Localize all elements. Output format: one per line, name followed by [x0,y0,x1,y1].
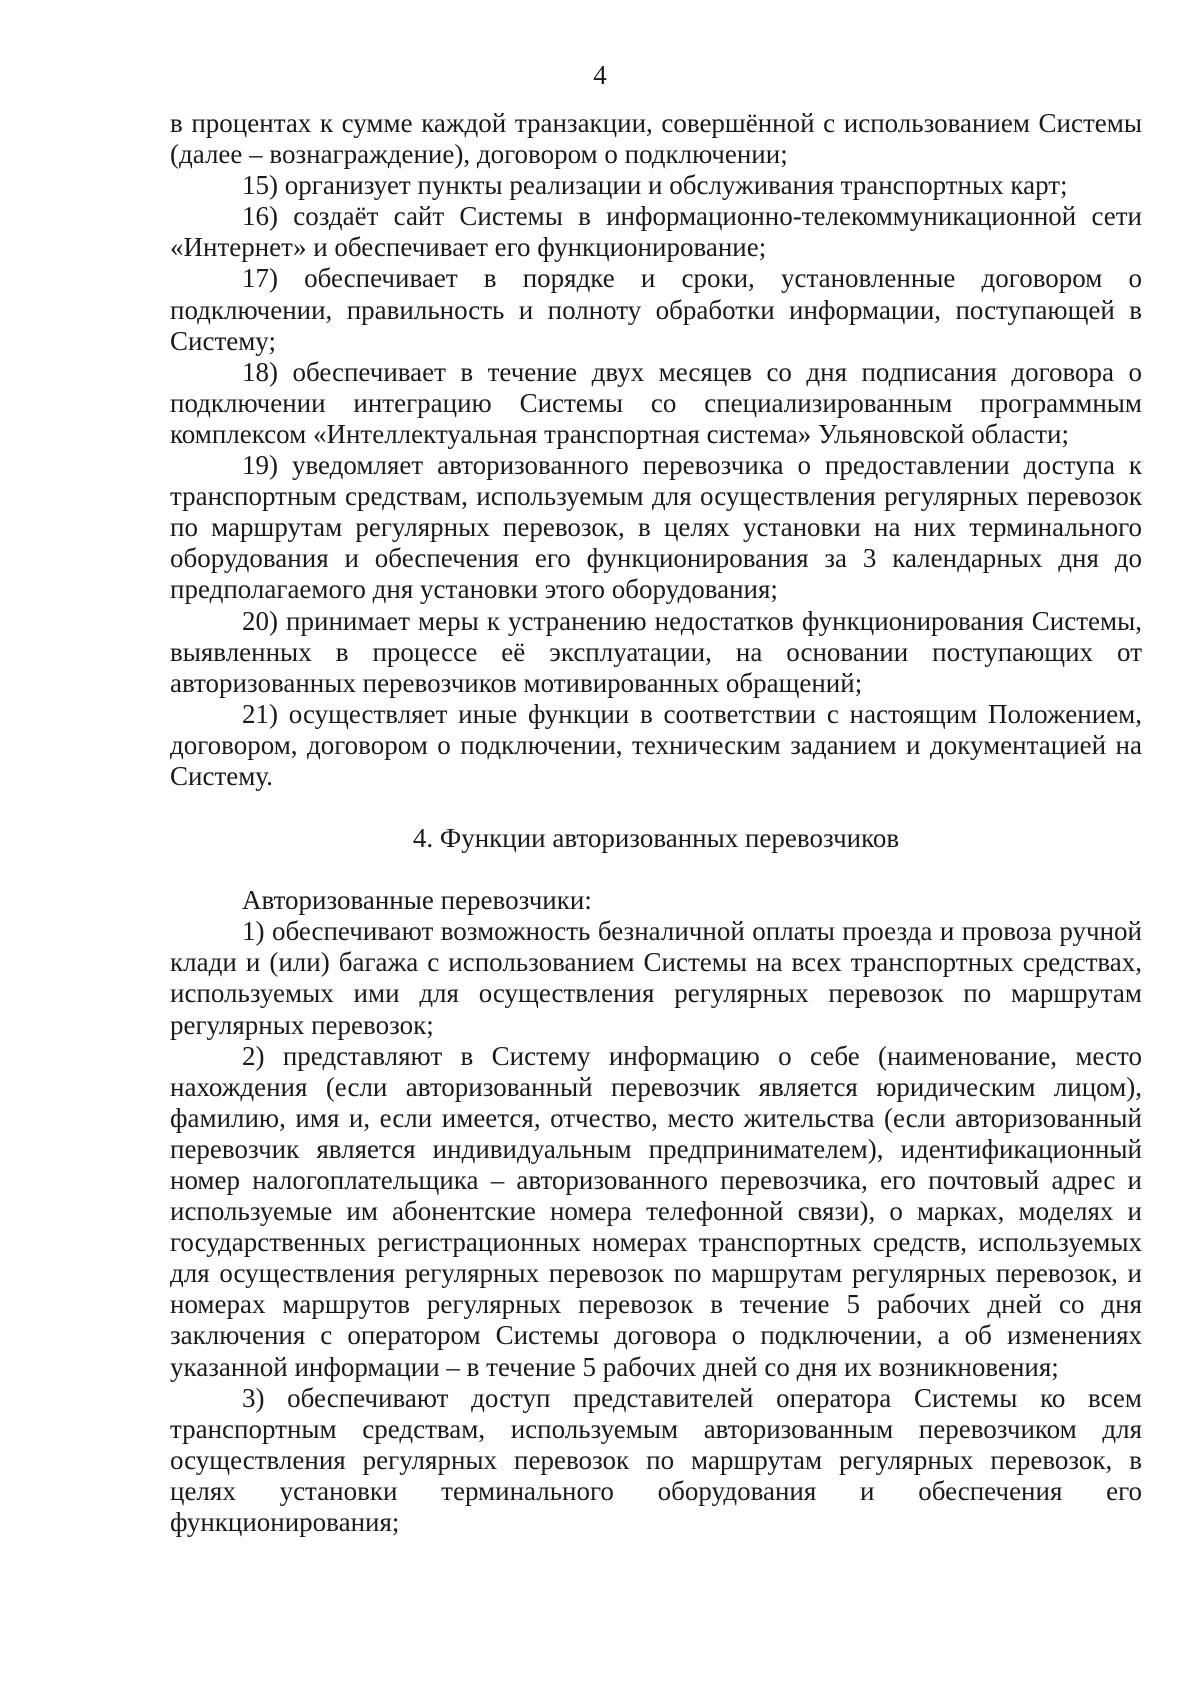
list-item-3: 3) обеспечивают доступ представителей оператора Системы ко всем транспортным средствам, используемым авторизованным перевозчиком для осуществления регулярных перевозок по маршрутам регулярных перевозок, в целях установки терминального оборудования и обеспечения его функционирования; [170,1382,1142,1538]
list-item-15: 15) организует пункты реализации и обслуживания транспортных карт; [242,170,1068,201]
list-item-20: 20) принимает меры к устранению недостатков функционирования Системы, выявленных в процессе её эксплуатации, на основании поступающих от авторизованных перевозчиков мотивированных обращений; [170,605,1142,698]
paragraph-continuation: в процентах к сумме каждой транзакции, совершённой с использованием Системы (далее – вознаграждение), договором о подключении; [170,108,1142,170]
list-item-16: 16) создаёт сайт Системы в информационно-телекоммуникационной сети «Интернет» и обеспечивает его функционирование; [170,201,1142,263]
document-body [170,108,1142,1538]
list-item-2: 2) представляют в Систему информацию о себе (наименование, место нахождения (если авторизованный перевозчик является юридическим лицом), фамилию, имя и, если имеется, отчество, место жительства (если авторизованный перевозчик является индивидуальным предпринимателем), идентификационный номер налогоплательщика – авторизованного перевозчика, его почтовый адрес и используемые им абонентские номера телефонной связи), о марках, моделях и государственных регистрационных номерах транспортных средств, используемых для осуществления регулярных перевозок по маршрутам регулярных перевозок, и номерах маршрутов регулярных перевозок в течение 5 рабочих дней со дня заключения с оператором Системы договора о подключении, а об изменениях указанной информации – в течение 5 рабочих дней со дня их возникновения; [170,1040,1142,1382]
list-item-18: 18) обеспечивает в течение двух месяцев со дня подписания договора о подключении интеграцию Системы со специализированным программным комплексом «Интеллектуальная транспортная система» Ульяновской области; [170,356,1142,449]
page-number: 4 [593,60,607,90]
section-intro: Авторизованные перевозчики: [242,885,592,916]
list-item-17: 17) обеспечивает в порядке и сроки, установленные договором о подключении, правильность и полноту обработки информации, поступающей в Систему; [170,263,1142,356]
list-item-21: 21) осуществляет иные функции в соответствии с настоящим Положением, договором, договором о подключении, техническим заданием и документацией на Систему. [170,698,1142,791]
section-heading: 4. Функции авторизованных перевозчиков [412,823,900,854]
list-item-19: 19) уведомляет авторизованного перевозчика о предоставлении доступа к транспортным средствам, используемым для осуществления регулярных перевозок по маршрутам регулярных перевозок, в целях установки на них терминального оборудования и обеспечения его функционирования за 3 календарных дня до предполагаемого дня установки этого оборудования; [170,450,1142,605]
list-item-1: 1) обеспечивают возможность безналичной оплаты проезда и провоза ручной клади и (или) багажа с использованием Системы на всех транспортных средствах, используемых ими для осуществления регулярных перевозок по маршрутам регулярных перевозок; [170,916,1142,1040]
